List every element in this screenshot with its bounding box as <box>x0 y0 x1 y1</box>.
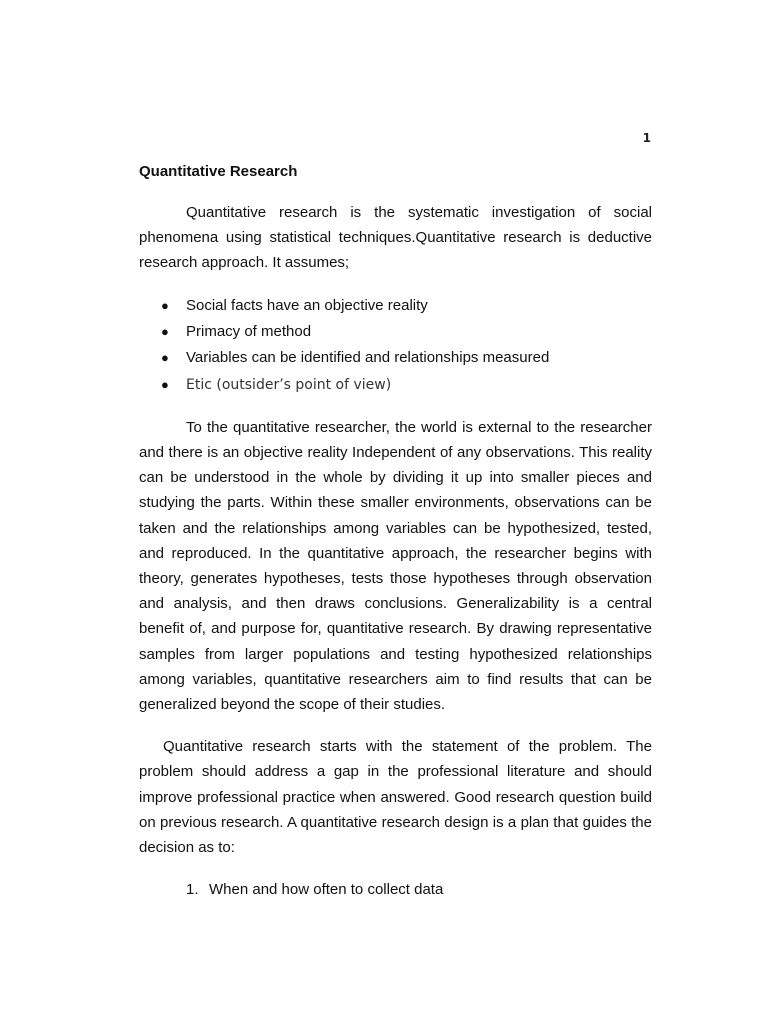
document-title: Quantitative Research <box>139 163 298 180</box>
intro-paragraph: Quantitative research is the systematic investigation of social phenomena using statistical techniques.Quantitative research is deductive research approach. It assumes; <box>139 204 652 272</box>
bullet-icon: ● <box>161 297 169 313</box>
bullet-icon: ● <box>161 323 169 339</box>
list-item <box>139 293 652 319</box>
list-item-text: Variables can be identified and relationships measured <box>186 349 550 367</box>
assumptions-list <box>139 293 652 398</box>
list-item-text: Primacy of method <box>186 322 312 340</box>
body-paragraph: Quantitative research starts with the statement of the problem. The problem should address a gap in the professional literature and should improve professional practice when answered. Good research question build on previous research. A quantitative research design is a plan that guides the decision as to: <box>139 738 652 857</box>
list-item <box>139 319 652 345</box>
list-item <box>139 345 652 371</box>
decision-list <box>139 877 652 902</box>
document-body <box>139 161 652 902</box>
list-item-text: When and how often to collect data <box>209 881 444 899</box>
bullet-icon: ● <box>161 376 169 392</box>
page-number: 1 <box>642 131 651 145</box>
bullet-icon: ● <box>161 350 169 366</box>
list-item-number: 1. <box>186 881 199 899</box>
list-item-text: Social facts have an objective reality <box>186 296 428 314</box>
list-item <box>139 372 652 398</box>
body-paragraph: To the quantitative researcher, the world is external to the researcher and there is an objective reality Independent of any observations. This reality can be understood in the whole by dividing it up into smaller pieces and studying the parts. Within these smaller environments, observations can be taken and the relationships among variables can be hypothesized, tested, and reproduced. In the quantitative approach, the researcher begins with theory, generates hypotheses, tests those hypotheses through observation and analysis, and then draws conclusions. Generalizability is a central benefit of, and purpose for, quantitative research. By drawing representative samples from larger populations and testing hypothesized relationships among variables, quantitative researchers aim to find results that can be generalized beyond the scope of their studies. <box>139 418 652 714</box>
list-item-text: Etic (outsider’s point of view) <box>186 376 392 393</box>
list-item <box>139 877 652 902</box>
